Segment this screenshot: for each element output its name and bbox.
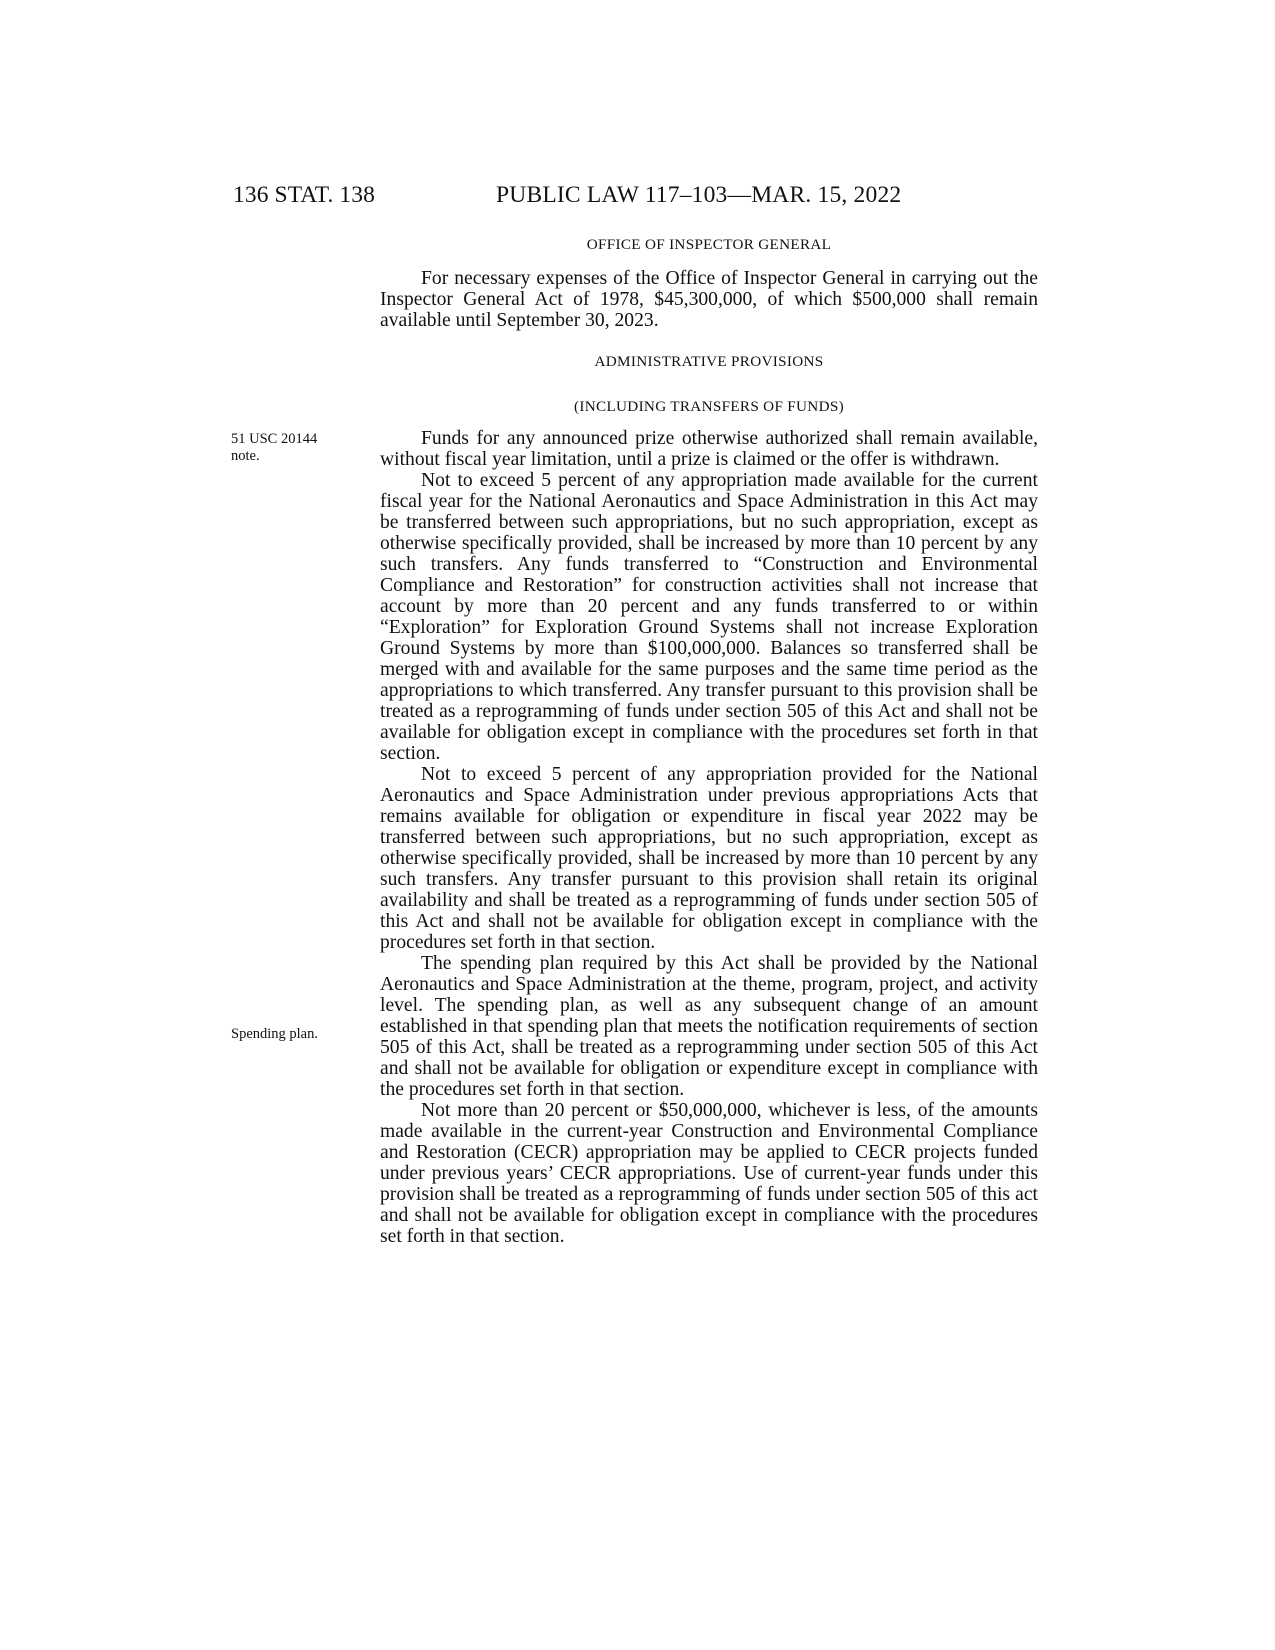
margin-note-usc-line: 51 USC 20144 — [231, 431, 318, 447]
oig-section — [380, 268, 1038, 331]
margin-note-usc-citation — [231, 431, 351, 465]
oig-paragraph: For necessary expenses of the Office of Inspector General in carrying out the Inspector General Act of 1978, $45,300,000, of which $500,000 shall remain available until September 30, 2023. — [380, 268, 1038, 331]
margin-note-note-line: note. — [231, 448, 260, 464]
margin-note-spending-plan: Spending plan. — [231, 1026, 318, 1042]
administrative-provisions-heading: ADMINISTRATIVE PROVISIONS — [594, 353, 824, 370]
transfers-subheading: (INCLUDING TRANSFERS OF FUNDS) — [574, 398, 844, 415]
prize-funds-paragraph: Funds for any announced prize otherwise authorized shall remain available, without fiscal year limitation, until a prize is claimed or the offer is withdrawn. — [380, 428, 1038, 470]
spending-plan-paragraph: The spending plan required by this Act shall be provided by the National Aeronautics and Space Administration at the theme, program, project, and activity level. The spending plan, as well as any subsequent change of an amount established in that spending plan that meets the notification requirements of section 505 of this Act, shall be treated as a reprogramming under section 505 of this Act and shall not be available for obligation or expenditure except in compliance with the procedures set forth in that section. — [380, 953, 1038, 1100]
oig-heading: OFFICE OF INSPECTOR GENERAL — [586, 236, 832, 253]
cecr-paragraph: Not more than 20 percent or $50,000,000, whichever is less, of the amounts made available in the current-year Construction and Environmental Compliance and Restoration (CECR) appropriation may be applied to CECR projects funded under previous years’ CECR appropriations. Use of current-year funds under this provision shall be treated as a reprogramming of funds under section 505 of this act and shall not be available for obligation except in compliance with the procedures set forth in that section. — [380, 1100, 1038, 1247]
current-year-transfer-paragraph: Not to exceed 5 percent of any appropriation made available for the current fiscal year for the National Aeronautics and Space Administration in this Act may be transferred between such appropriations, but no such appropriation, except as otherwise specifically provided, shall be increased by more than 10 percent by any such transfers. Any funds transferred to “Construction and Environmental Compliance and Restoration” for construction activities shall not increase that account by more than 20 percent and any funds transferred to or within “Exploration” for Exploration Ground Systems shall not increase Exploration Ground Systems by more than $100,000,000. Balances so transferred shall be merged with and available for the same purposes and the same time period as the appropriations to which transferred. Any transfer pursuant to this provision shall be treated as a reprogramming of funds under section 505 of this Act and shall not be available for obligation except in compliance with the procedures set forth in that section. — [380, 470, 1038, 764]
statute-page-reference: 136 STAT. 138 — [233, 182, 375, 208]
public-law-title: PUBLIC LAW 117–103—MAR. 15, 2022 — [496, 182, 902, 208]
previous-years-transfer-paragraph: Not to exceed 5 percent of any appropriation provided for the National Aeronautics and Space Administration under previous appropriations Acts that remains available for obligation or expenditure in fiscal year 2022 may be transferred between such appropriations, but no such appropriation, except as otherwise specifically provided, shall be increased by more than 10 percent by any such transfers. Any transfer pursuant to this provision shall retain its original availability and shall be treated as a reprogramming of funds under section 505 of this Act and shall not be available for obligation except in compliance with the procedures set forth in that section. — [380, 764, 1038, 953]
page-header — [0, 182, 1275, 222]
administrative-provisions-text — [380, 428, 1038, 1247]
